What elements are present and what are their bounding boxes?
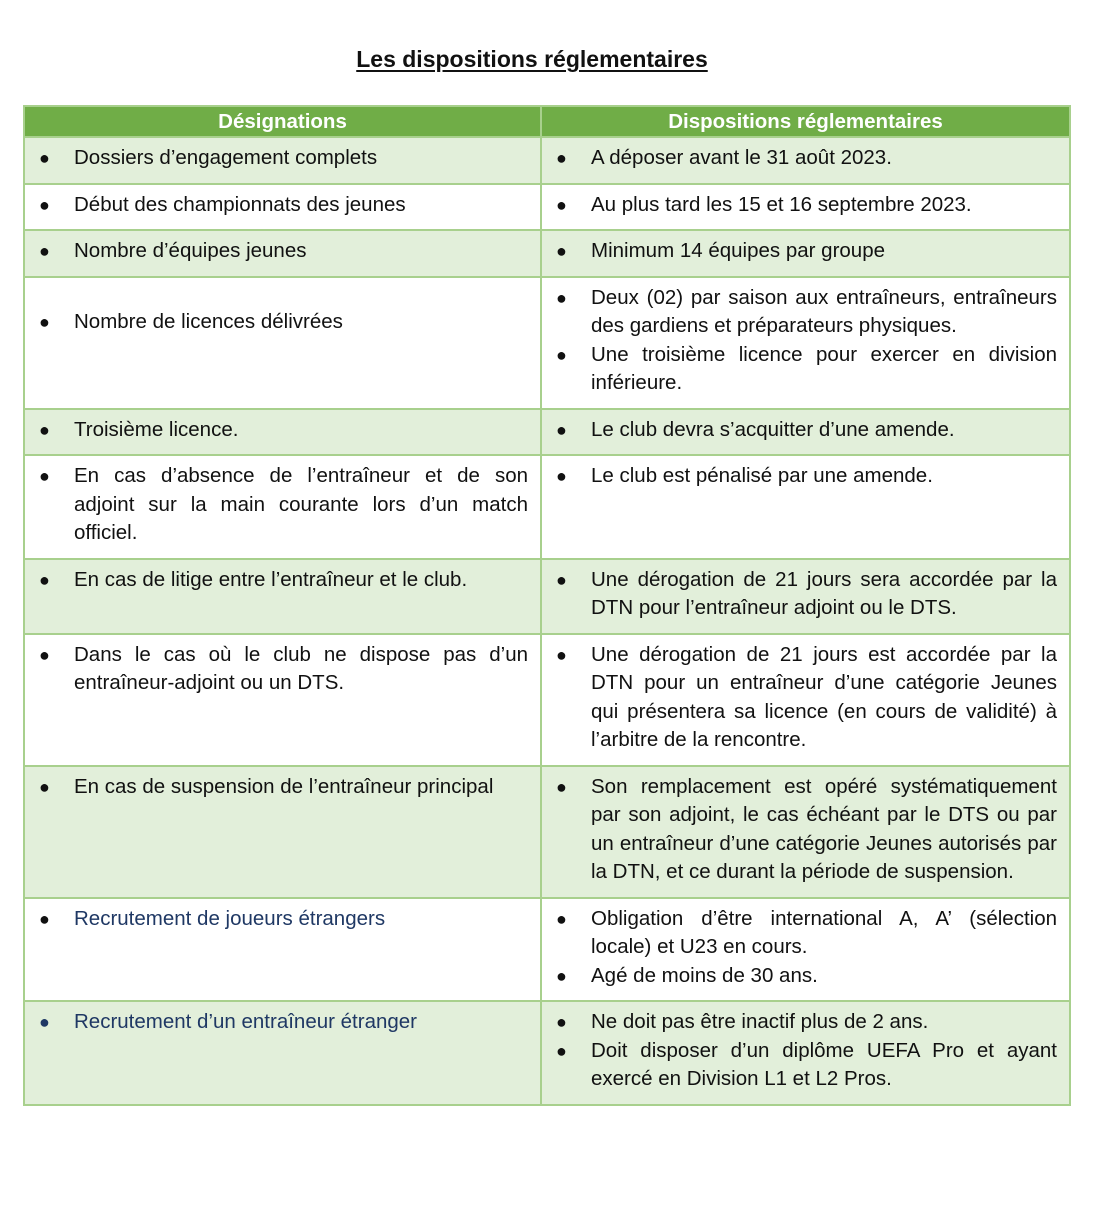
list-item: ● Début des championnats des jeunes (37, 191, 528, 220)
disposition-cell (541, 1001, 1070, 1105)
bullet-dot-icon: ● (39, 194, 50, 215)
designation-cell (24, 230, 541, 277)
bullet-dot-icon: ● (556, 644, 567, 665)
disposition-cell (541, 137, 1070, 184)
list-item: ● Au plus tard les 15 et 16 septembre 2023. (554, 191, 1057, 220)
designation-cell (24, 898, 541, 1002)
bullet-dot-icon: ● (556, 344, 567, 365)
list-item: ● Nombre de licences délivrées (37, 308, 528, 337)
list-item: ● Le club est pénalisé par une amende. (554, 462, 1057, 491)
bullet-dot-icon: ● (556, 1040, 567, 1061)
bullet-dot-icon: ● (556, 241, 567, 261)
bullet-dot-icon: ● (39, 311, 50, 332)
bullet-dot-icon: ● (556, 466, 567, 486)
list-item: ● Son remplacement est opéré systématiquement par son adjoint, le cas échéant par le DTS ou par un entraîneur d’une catégorie Jeunes autorisés par la DTN, et ce durant la période de suspension. (556, 774, 1057, 883)
bullet-dot-icon: ● (556, 965, 567, 986)
table-row (24, 277, 1070, 409)
bullet-dot-icon: ● (39, 776, 50, 797)
list-item: ● Nombre d’équipes jeunes (37, 237, 528, 266)
table-row (24, 1001, 1070, 1105)
list-item: ● En cas de suspension de l’entraîneur principal (37, 773, 528, 802)
bullet-dot-icon: ● (556, 569, 567, 590)
list-item: ● Deux (02) par saison aux entraîneurs, entraîneurs des gardiens et préparateurs physiques. (556, 285, 1057, 337)
header-dispositions: Dispositions réglementaires (541, 106, 1070, 137)
disposition-cell (541, 409, 1070, 456)
bullet-dot-icon: ● (556, 908, 567, 929)
bullet-dot-icon: ● (39, 241, 50, 261)
designation-cell (24, 137, 541, 184)
list-item: ● A déposer avant le 31 août 2023. (554, 144, 1057, 173)
table-row (24, 766, 1070, 898)
bullet-dot-icon: ● (556, 776, 567, 797)
list-item: ● Une dérogation de 21 jours sera accordée par la DTN pour l’entraîneur adjoint ou le DTS. (556, 567, 1057, 619)
regulations-table (23, 105, 1071, 1106)
bullet-dot-icon: ● (39, 419, 50, 440)
table-row (24, 184, 1070, 231)
designation-cell (24, 409, 541, 456)
list-item: ● Le club devra s’acquitter d’une amende. (554, 416, 1057, 445)
bullet-dot-icon: ● (39, 908, 50, 929)
table-row (24, 634, 1070, 766)
list-item: ● Doit disposer d’un diplôme UEFA Pro et ayant exercé en Division L1 et L2 Pros. (556, 1038, 1057, 1090)
disposition-cell (541, 277, 1070, 409)
designation-cell (24, 455, 541, 559)
disposition-cell (541, 559, 1070, 634)
table-row (24, 230, 1070, 277)
designation-cell (24, 559, 541, 634)
table-row (24, 137, 1070, 184)
bullet-dot-icon: ● (556, 419, 567, 440)
list-item: ● Minimum 14 équipes par groupe (554, 237, 1057, 266)
disposition-cell (541, 455, 1070, 559)
list-item: ● Une dérogation de 21 jours est accordée par la DTN pour un entraîneur d’une catégorie Jeunes qui présentera sa licence (en cours de validité) à l’arbitre de la rencontre. (556, 642, 1057, 751)
table-row (24, 898, 1070, 1002)
bullet-dot-icon: ● (556, 194, 567, 215)
list-item: ● Recrutement de joueurs étrangers (37, 905, 528, 934)
list-item: ● Une troisième licence pour exercer en division inférieure. (556, 342, 1057, 394)
list-item: ● Recrutement d’un entraîneur étranger (37, 1008, 528, 1037)
header-designations: Désignations (24, 106, 541, 137)
table-row (24, 409, 1070, 456)
bullet-dot-icon: ● (39, 1012, 50, 1032)
bullet-dot-icon: ● (39, 644, 50, 665)
designation-cell (24, 766, 541, 898)
bullet-dot-icon: ● (39, 148, 50, 168)
list-item: ● En cas de litige entre l’entraîneur et le club. (37, 566, 528, 595)
list-item: ● Obligation d’être international A, A’ (sélection locale) et U23 en cours. (556, 906, 1057, 958)
list-item: ● Agé de moins de 30 ans. (554, 962, 1057, 991)
disposition-cell (541, 230, 1070, 277)
disposition-cell (541, 634, 1070, 766)
table-row (24, 455, 1070, 559)
disposition-cell (541, 766, 1070, 898)
bullet-dot-icon: ● (556, 287, 567, 308)
designation-cell (24, 277, 541, 409)
disposition-cell (541, 898, 1070, 1002)
table-header-row (24, 106, 1070, 137)
designation-cell (24, 184, 541, 231)
bullet-dot-icon: ● (39, 466, 50, 486)
bullet-dot-icon: ● (556, 1012, 567, 1032)
designation-cell (24, 634, 541, 766)
list-item: ● Ne doit pas être inactif plus de 2 ans. (554, 1008, 1057, 1037)
list-item: ● Troisième licence. (37, 416, 528, 445)
designation-cell (24, 1001, 541, 1105)
table-row (24, 559, 1070, 634)
bullet-dot-icon: ● (39, 569, 50, 590)
disposition-cell (541, 184, 1070, 231)
page-title: Les dispositions réglementaires (356, 46, 708, 72)
list-item: ● Dossiers d’engagement complets (37, 144, 528, 173)
list-item: ● En cas d’absence de l’entraîneur et de son adjoint sur la main courante lors d’un match officiel. (39, 464, 528, 544)
list-item: ● Dans le cas où le club ne dispose pas d’un entraîneur-adjoint ou un DTS. (39, 642, 528, 694)
bullet-dot-icon: ● (556, 148, 567, 168)
